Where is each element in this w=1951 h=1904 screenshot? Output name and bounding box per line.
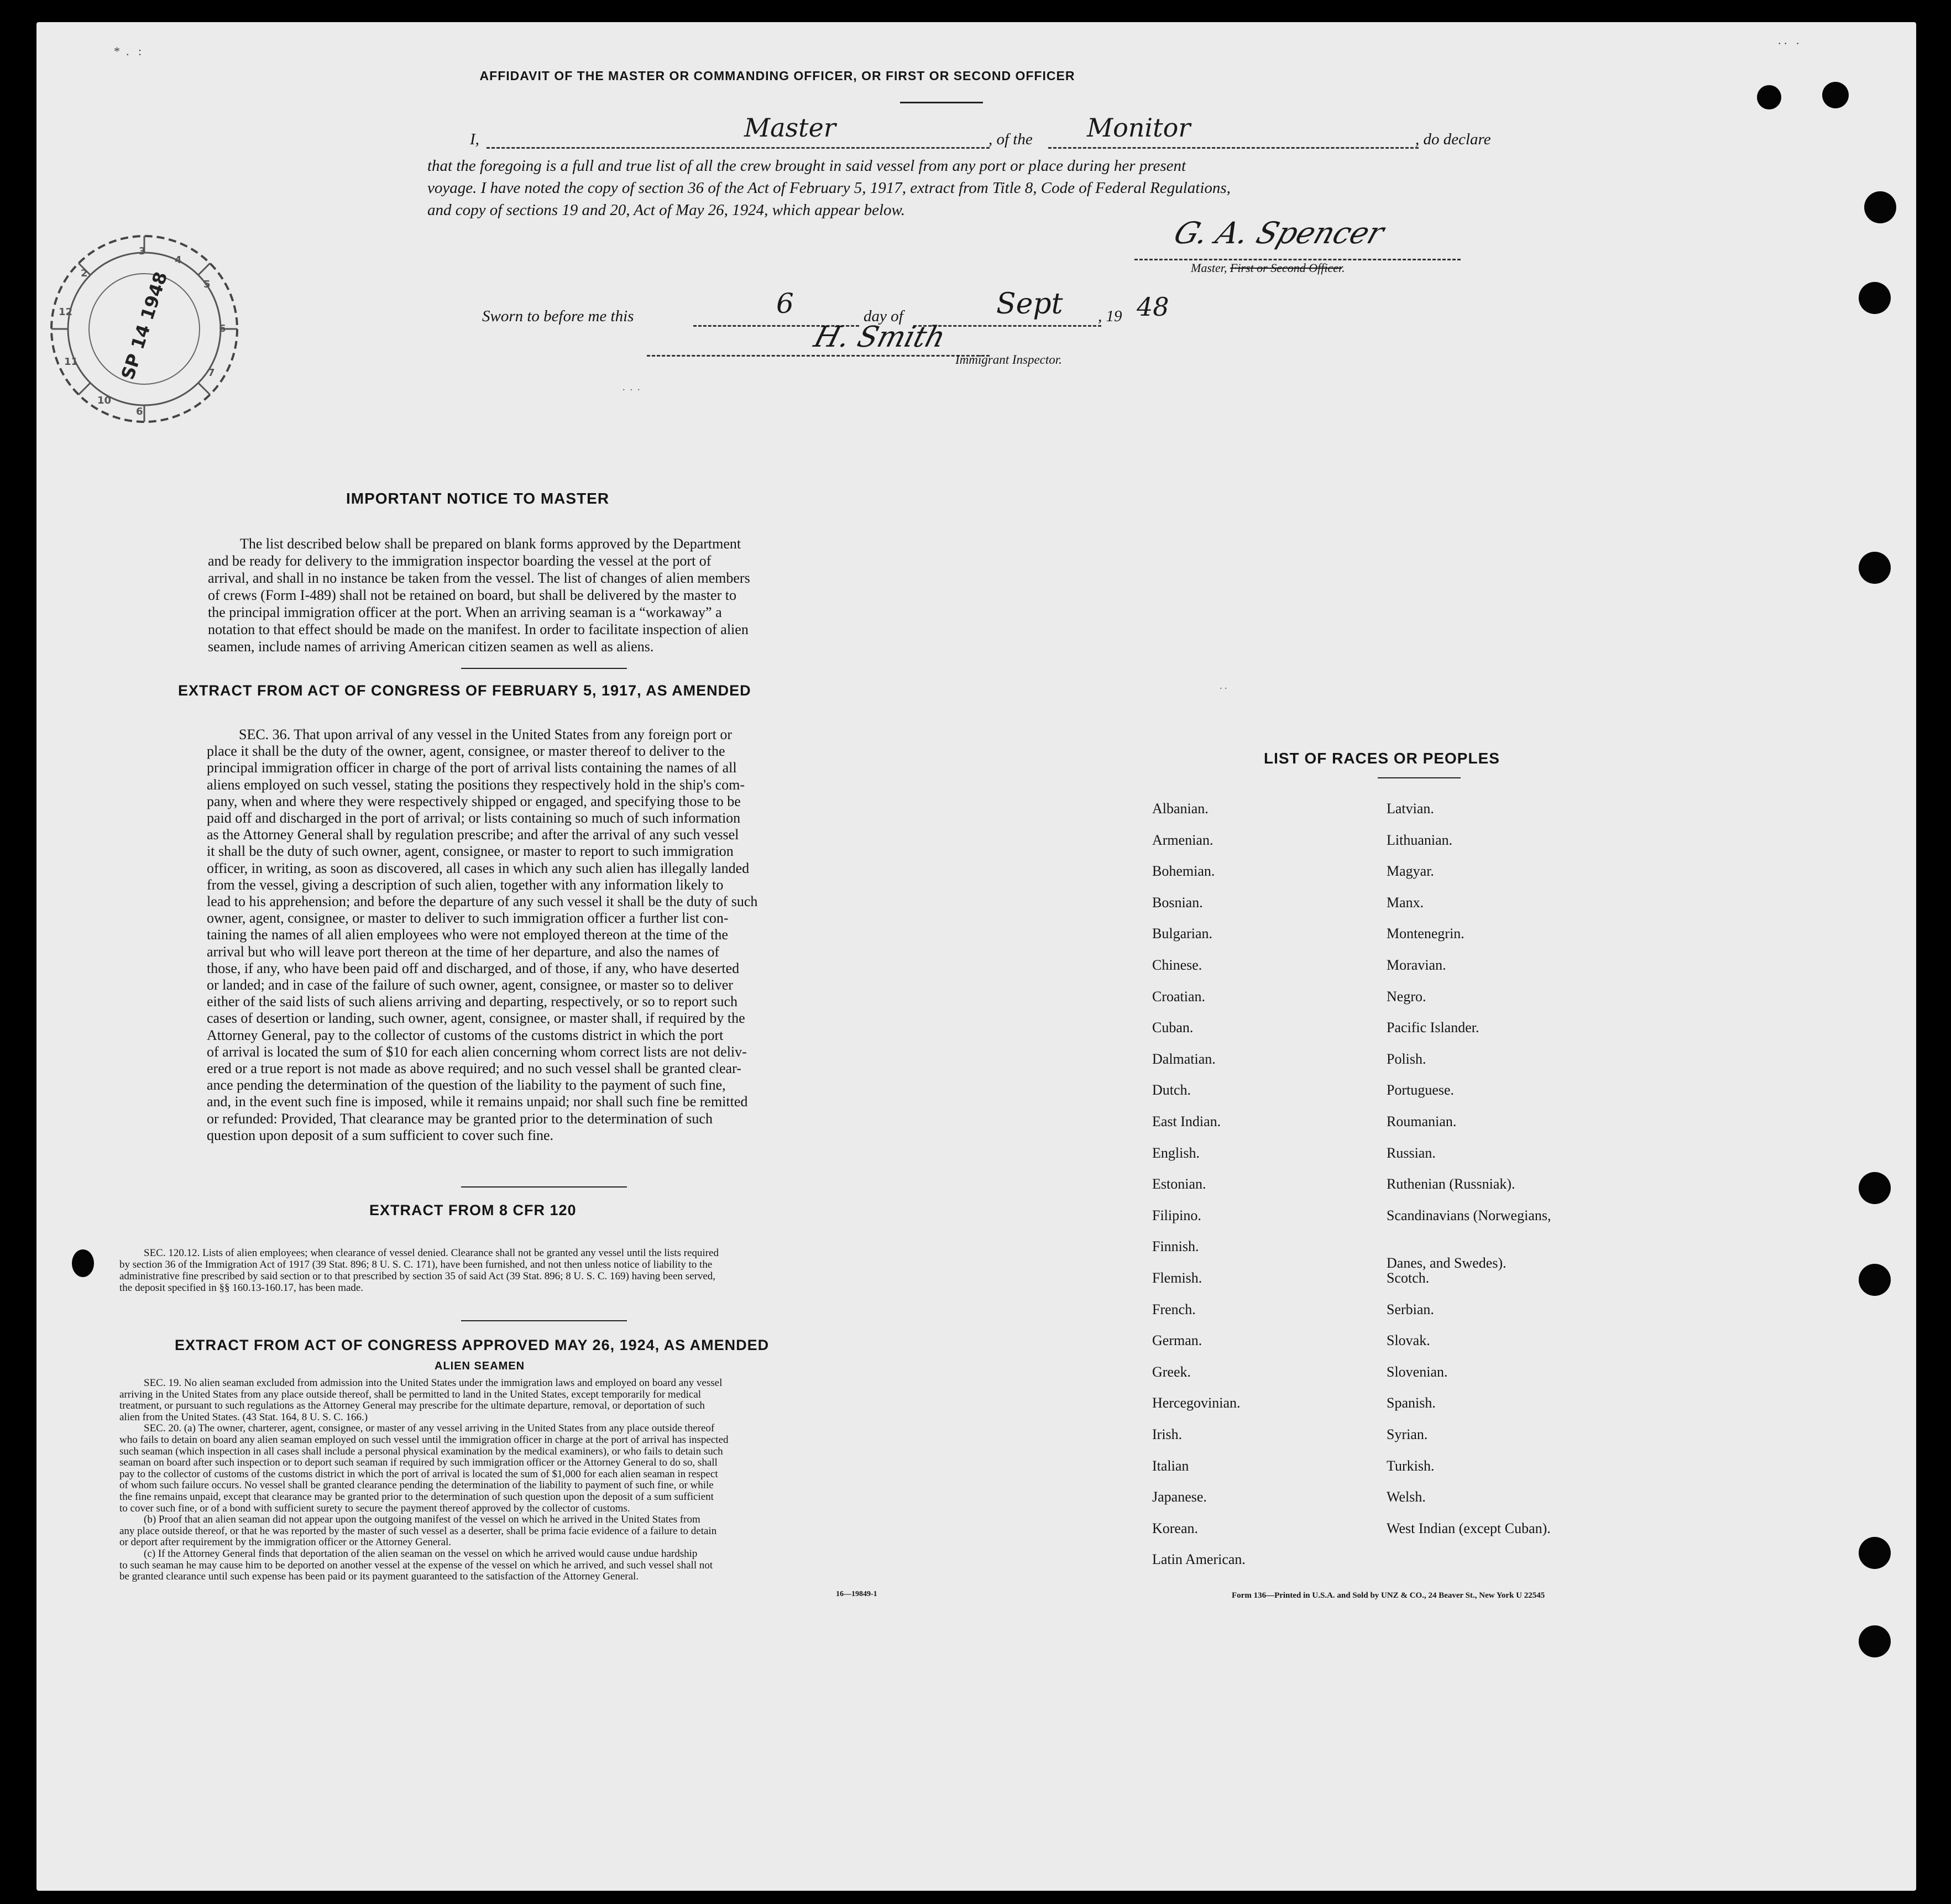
section-divider: [461, 1186, 627, 1188]
title-rule: [900, 102, 983, 103]
notice-line: seamen, include names of arriving American citizen seamen as well as aliens.: [208, 639, 654, 655]
extract-1917-paragraph: [207, 726, 849, 1144]
race-item: Filipino.: [1152, 1207, 1201, 1223]
race-item: Negro.: [1387, 988, 1426, 1005]
race-item: Cuban.: [1152, 1019, 1194, 1036]
extract-1917-line: question upon deposit of a sum sufficient to cover such fine.: [207, 1127, 554, 1143]
extract-1924-line: treatment, or pursuant to such regulations as the Attorney General may prescribe for the ultimate departure, removal, or deportation of such: [119, 1400, 705, 1412]
race-item: Moravian.: [1387, 957, 1446, 973]
race-item: Flemish.: [1152, 1270, 1202, 1286]
extract-1917-line: cases of desertion or landing, such owner, agent, consignee, or master shall, if required by the: [207, 1010, 745, 1027]
extract-1924-line: (c) If the Attorney General finds that deportation of the alien seaman on the vessel on which he arrived would cause undue hardship: [144, 1547, 698, 1560]
speck-marks: . . .: [623, 381, 640, 393]
punch-hole: [1864, 191, 1896, 223]
extract-1924-line: the fine remains unpaid, except that clearance may be granted prior to the determination of such question upon the deposit of a sum sufficient: [119, 1490, 714, 1503]
notice-line: of crews (Form I-489) shall not be retained on board, but shall be delivered by the master to: [208, 587, 736, 603]
extract-1924-line: SEC. 19. No alien seaman excluded from admission into the United States under the immigration laws and employed on board any vessel: [144, 1377, 723, 1389]
cfr-paragraph: [119, 1247, 927, 1294]
cfr-line: by section 36 of the Immigration Act of 1917 (39 Stat. 896; 8 U. S. C. 171), have been furnished, and not then unless notice of liability to the: [119, 1259, 713, 1270]
extract-1924-line: to such seaman he may cause him to be deported on another vessel at the expense of the vessel on which he arrived, and such vessel shall not: [119, 1559, 713, 1571]
master-signature: G. A. Spencer: [1169, 216, 1389, 250]
punch-hole: [1859, 1537, 1891, 1569]
race-item: Bohemian.: [1152, 863, 1215, 880]
extract-1917-line: or landed; and in case of the failure of such owner, agent, consignee, or master so to deliver: [207, 977, 733, 993]
vessel-name-value: Monitor: [1087, 113, 1191, 143]
svg-text:11: 11: [64, 356, 79, 368]
extract-1924-line: arriving in the United States from any place outside thereof, shall be permitted to land in the United States, except temporarily for medical: [119, 1388, 702, 1400]
extract-1917-line: lead to his apprehension; and before the departure of any such vessel it shall be the duty of such: [207, 893, 758, 910]
punch-hole: [1859, 552, 1891, 584]
master-name-field: [487, 113, 990, 149]
race-item: Lithuanian.: [1387, 831, 1453, 848]
svg-text:6: 6: [219, 323, 226, 334]
race-item: German.: [1152, 1332, 1202, 1349]
race-item: West Indian (except Cuban).: [1387, 1520, 1551, 1536]
document-page: [36, 22, 1916, 1891]
punch-hole: [1859, 1264, 1891, 1296]
punch-hole: [1859, 1172, 1891, 1204]
extract-1917-line: either of the said lists of such aliens arriving and departing, respectively, or so to report such: [207, 993, 738, 1010]
extract-1924-line: any place outside thereof, or that he was reported by the master of such vessel as a deserter, shall be prima facie evidence of a failure to detain: [119, 1525, 717, 1537]
race-item: Roumanian.: [1387, 1113, 1457, 1129]
section-divider: [461, 1320, 627, 1321]
extract-1917-line: officer, in writing, as soon as discovered, all cases in which any such alien has illegally landed: [207, 860, 750, 876]
extract-1924-line: be granted clearance until such expense has been paid or its payment guaranteed to the satisfaction of the Attorney General.: [119, 1571, 639, 1583]
year-value: 48: [1137, 292, 1169, 322]
race-item: Scandinavians (Norwegians,: [1387, 1207, 1551, 1223]
race-item: Bosnian.: [1152, 894, 1203, 911]
svg-text:3: 3: [139, 245, 146, 257]
race-item: Bulgarian.: [1152, 925, 1213, 942]
race-item: Polish.: [1387, 1050, 1426, 1067]
cfr-heading: EXTRACT FROM 8 CFR 120: [369, 1202, 577, 1218]
extract-1917-line: principal immigration officer in charge of the port of arrival lists containing the names of all: [207, 760, 737, 776]
punch-hole: [1859, 1625, 1891, 1657]
affidavit-body-line2: voyage. I have noted the copy of section 36 of the Act of February 5, 1917, extract from Title 8, Code of Federal Regulations,: [427, 179, 1231, 197]
race-item: Manx.: [1387, 894, 1424, 911]
extract-1924-line: to cover such fine, or of a bond with sufficient surety to secure the payment thereof approved by the collector of customs.: [119, 1502, 630, 1514]
extract-1917-line: of arrival is located the sum of $10 for each alien concerning whom correct lists are not deliv-: [207, 1043, 747, 1060]
stamp-date: SP 14 1948: [117, 269, 172, 383]
extract-1924-line: or deport after requirement by the immigration officer or the Attorney General.: [119, 1536, 452, 1549]
extract-1917-line: place it shall be the duty of the owner, agent, consignee, or master thereof to deliver to the: [207, 743, 725, 760]
cfr-line: the deposit specified in §§ 160.13-160.17, has been made.: [119, 1282, 364, 1294]
extract-1924-paragraph: [119, 1378, 927, 1583]
race-item: Japanese.: [1152, 1489, 1207, 1505]
svg-text:7: 7: [208, 367, 215, 379]
punch-hole: [1822, 82, 1849, 108]
extract-1917-line: ance pending the determination of the question of the liability to the payment of such fine,: [207, 1077, 726, 1094]
day-of-label: day of: [864, 307, 903, 325]
inspector-signature: H. Smith: [810, 321, 949, 354]
race-item: Albanian.: [1152, 801, 1209, 817]
notice-paragraph: [208, 535, 849, 655]
form-number: 16—19849-1: [836, 1590, 877, 1598]
race-item: French.: [1152, 1301, 1196, 1317]
race-item: Finnish.: [1152, 1238, 1199, 1255]
extract-1917-line: pany, when and where they were respectively shipped or engaged, and specifying those to be: [207, 793, 741, 809]
extract-1917-line: and, in the event such fine is imposed, while it remains unpaid; nor shall such fine be remitted: [207, 1094, 748, 1110]
master-signature-line: [1134, 254, 1461, 260]
race-item: Magyar.: [1387, 863, 1434, 880]
extract-1917-line: those, if any, who have been paid off and discharged, and of those, if any, who have deserted: [207, 960, 740, 976]
speck-marks: . . .: [1778, 33, 1800, 47]
race-item: Welsh.: [1387, 1489, 1426, 1505]
receipt-date-stamp: [42, 227, 247, 431]
affidavit-i-label: I,: [470, 130, 479, 148]
cfr-line: administrative fine prescribed by said section or to that prescribed by section 35 of said Act (39 Stat. 896; 8 U. S. C. 169) having been served,: [119, 1270, 716, 1282]
inspector-label: Immigrant Inspector.: [955, 353, 1062, 367]
section-divider: [461, 668, 627, 669]
race-item: Latin American.: [1152, 1551, 1246, 1568]
alien-seamen-subheading: ALIEN SEAMEN: [435, 1360, 525, 1372]
signature-caption: Master, First or Second Officer.: [1191, 261, 1345, 275]
race-item: Turkish.: [1387, 1457, 1435, 1474]
printer-line: Form 136—Printed in U.S.A. and Sold by UNZ & CO., 24 Beaver St., New York U 22545: [1232, 1591, 1545, 1600]
month-value: Sept: [996, 287, 1063, 321]
race-item: Korean.: [1152, 1520, 1199, 1536]
notice-line: and be ready for delivery to the immigration inspector boarding the vessel at the port of: [208, 553, 712, 569]
race-item: Armenian.: [1152, 831, 1214, 848]
race-item: Hercegovinian.: [1152, 1395, 1241, 1411]
race-item: Scotch.: [1387, 1270, 1430, 1286]
declare-label: , do declare: [1415, 130, 1491, 148]
race-item: Chinese.: [1152, 957, 1202, 973]
race-item: Croatian.: [1152, 988, 1206, 1005]
svg-text:4: 4: [175, 254, 182, 266]
race-item: Estonian.: [1152, 1176, 1206, 1192]
races-heading-rule: [1378, 777, 1461, 778]
notice-line: notation to that effect should be made on the manifest. In order to facilitate inspection of alien: [208, 621, 749, 637]
races-heading: LIST OF RACES OR PEOPLES: [1264, 750, 1500, 767]
notice-line: arrival, and shall in no instance be taken from the vessel. The list of changes of alien members: [208, 570, 750, 586]
speck-marks: . .: [1220, 680, 1227, 691]
notice-line: The list described below shall be prepared on blank forms approved by the Department: [240, 536, 741, 552]
speck-marks: * . :: [114, 44, 142, 58]
race-item: Irish.: [1152, 1426, 1183, 1442]
extract-1917-line: owner, agent, consignee, or master to deliver to such immigration officer a further list con-: [207, 910, 729, 927]
punch-hole: [1757, 85, 1781, 109]
affidavit-body-line3: and copy of sections 19 and 20, Act of May 26, 1924, which appear below.: [427, 201, 905, 219]
sworn-label: Sworn to before me this: [482, 307, 634, 325]
race-item: Ruthenian (Russniak).: [1387, 1176, 1515, 1192]
vessel-name-field: [1048, 113, 1419, 149]
extract-1917-line: taining the names of all alien employees who were not employed thereon at the time of the: [207, 927, 728, 943]
extract-1917-line: ered or a true report is not made as above required; and no such vessel shall be granted clear-: [207, 1060, 741, 1077]
extract-1924-line: who fails to detain on board any alien seaman employed on such vessel until the immigration officer in charge at the port of arrival has inspected: [119, 1434, 729, 1446]
extract-1917-line: as the Attorney General shall by regulation prescribe; and after the arrival of any such vessel: [207, 827, 739, 843]
master-name-value: Master: [744, 113, 836, 143]
extract-1917-heading: EXTRACT FROM ACT OF CONGRESS OF FEBRUARY 5, 1917, AS AMENDED: [178, 682, 751, 699]
svg-text:5: 5: [203, 279, 211, 290]
notice-heading: IMPORTANT NOTICE TO MASTER: [346, 490, 610, 507]
extract-1924-line: SEC. 20. (a) The owner, charterer, agent, consignee, or master of any vessel arriving in the United States from any place outside thereof: [144, 1422, 715, 1435]
extract-1917-line: it shall be the duty of such owner, agent, consignee, or master to report to such immigration: [207, 843, 734, 860]
extract-1917-line: paid off and discharged in the port of arrival; or lists containing so much of such information: [207, 810, 741, 827]
extract-1917-line: from the vessel, giving a description of such alien, together with any information likely to: [207, 876, 724, 893]
race-item: Spanish.: [1387, 1395, 1436, 1411]
race-item: Serbian.: [1387, 1301, 1434, 1317]
race-item: Syrian.: [1387, 1426, 1428, 1442]
race-item: Montenegrin.: [1387, 925, 1464, 942]
extract-1924-line: of whom such failure occurs. No vessel shall be granted clearance pending the determination of the liability to payment of such fine, or while: [119, 1479, 714, 1492]
extract-1917-line: Attorney General, pay to the collector of customs of the customs district in which the port: [207, 1027, 724, 1043]
svg-text:10: 10: [97, 395, 112, 406]
race-item: Portuguese.: [1387, 1082, 1455, 1099]
extract-1924-line: such seaman (which inspection in all cases shall include a personal physical examination by the medical examiners), or who fails to detain such: [119, 1445, 723, 1457]
year-prefix: , 19: [1098, 307, 1122, 325]
race-item: Italian: [1152, 1457, 1189, 1474]
race-item: Russian.: [1387, 1144, 1436, 1161]
affidavit-body-line1: that the foregoing is a full and true list of all the crew brought in said vessel from any port or place during her present: [427, 157, 1186, 175]
race-item: East Indian.: [1152, 1113, 1221, 1129]
extract-1917-line: SEC. 36. That upon arrival of any vessel in the United States from any foreign port or: [239, 726, 732, 742]
race-item: Slovenian.: [1387, 1363, 1448, 1380]
extract-1924-heading: EXTRACT FROM ACT OF CONGRESS APPROVED MAY 26, 1924, AS AMENDED: [175, 1337, 770, 1353]
race-item: Greek.: [1152, 1363, 1191, 1380]
cfr-line: SEC. 120.12. Lists of alien employees; when clearance of vessel denied. Clearance shall not be granted any vessel until the lists required: [144, 1247, 719, 1259]
race-item: Latvian.: [1387, 801, 1434, 817]
extract-1917-line: aliens employed on such vessel, stating the positions they respectively hold in the ship's com-: [207, 776, 745, 793]
of-the-label: , of the: [988, 130, 1033, 148]
punch-hole: [72, 1249, 94, 1277]
race-item: Pacific Islander.: [1387, 1019, 1479, 1036]
extract-1924-line: (b) Proof that an alien seaman did not appear upon the outgoing manifest of the vessel on which he arrived in the United States from: [144, 1514, 700, 1526]
extract-1924-line: seaman on board after such inspection or to deport such seaman if required by such immigration officer or the Attorney General to do so, shall: [119, 1457, 718, 1469]
affidavit-title: AFFIDAVIT OF THE MASTER OR COMMANDING OFFICER, OR FIRST OR SECOND OFFICER: [479, 69, 1075, 83]
extract-1917-line: arrival but who will leave port thereon at the time of her departure, and also the names of: [207, 943, 719, 960]
race-item: Dutch.: [1152, 1082, 1191, 1099]
svg-text:2: 2: [81, 268, 88, 279]
extract-1924-line: pay to the collector of customs of the customs district in which the port of arrival is located the sum of $1,000 for each alien seaman in respect: [119, 1468, 718, 1480]
race-item: Slovak.: [1387, 1332, 1430, 1349]
race-item: English.: [1152, 1144, 1200, 1161]
svg-text:12: 12: [59, 306, 73, 318]
race-item: Dalmatian.: [1152, 1050, 1216, 1067]
extract-1924-line: alien from the United States. (43 Stat. 164, 8 U. S. C. 166.): [119, 1411, 368, 1423]
race-item: Danes, and Swedes).: [1387, 1255, 1507, 1272]
notice-line: the principal immigration officer at the port. When an arriving seaman is a “workaway” a: [208, 604, 722, 620]
day-value: 6: [776, 287, 794, 320]
svg-text:6: 6: [136, 406, 143, 417]
punch-hole: [1859, 282, 1891, 314]
extract-1917-line: or refunded: Provided, That clearance may be granted prior to the determination of such: [207, 1110, 713, 1127]
